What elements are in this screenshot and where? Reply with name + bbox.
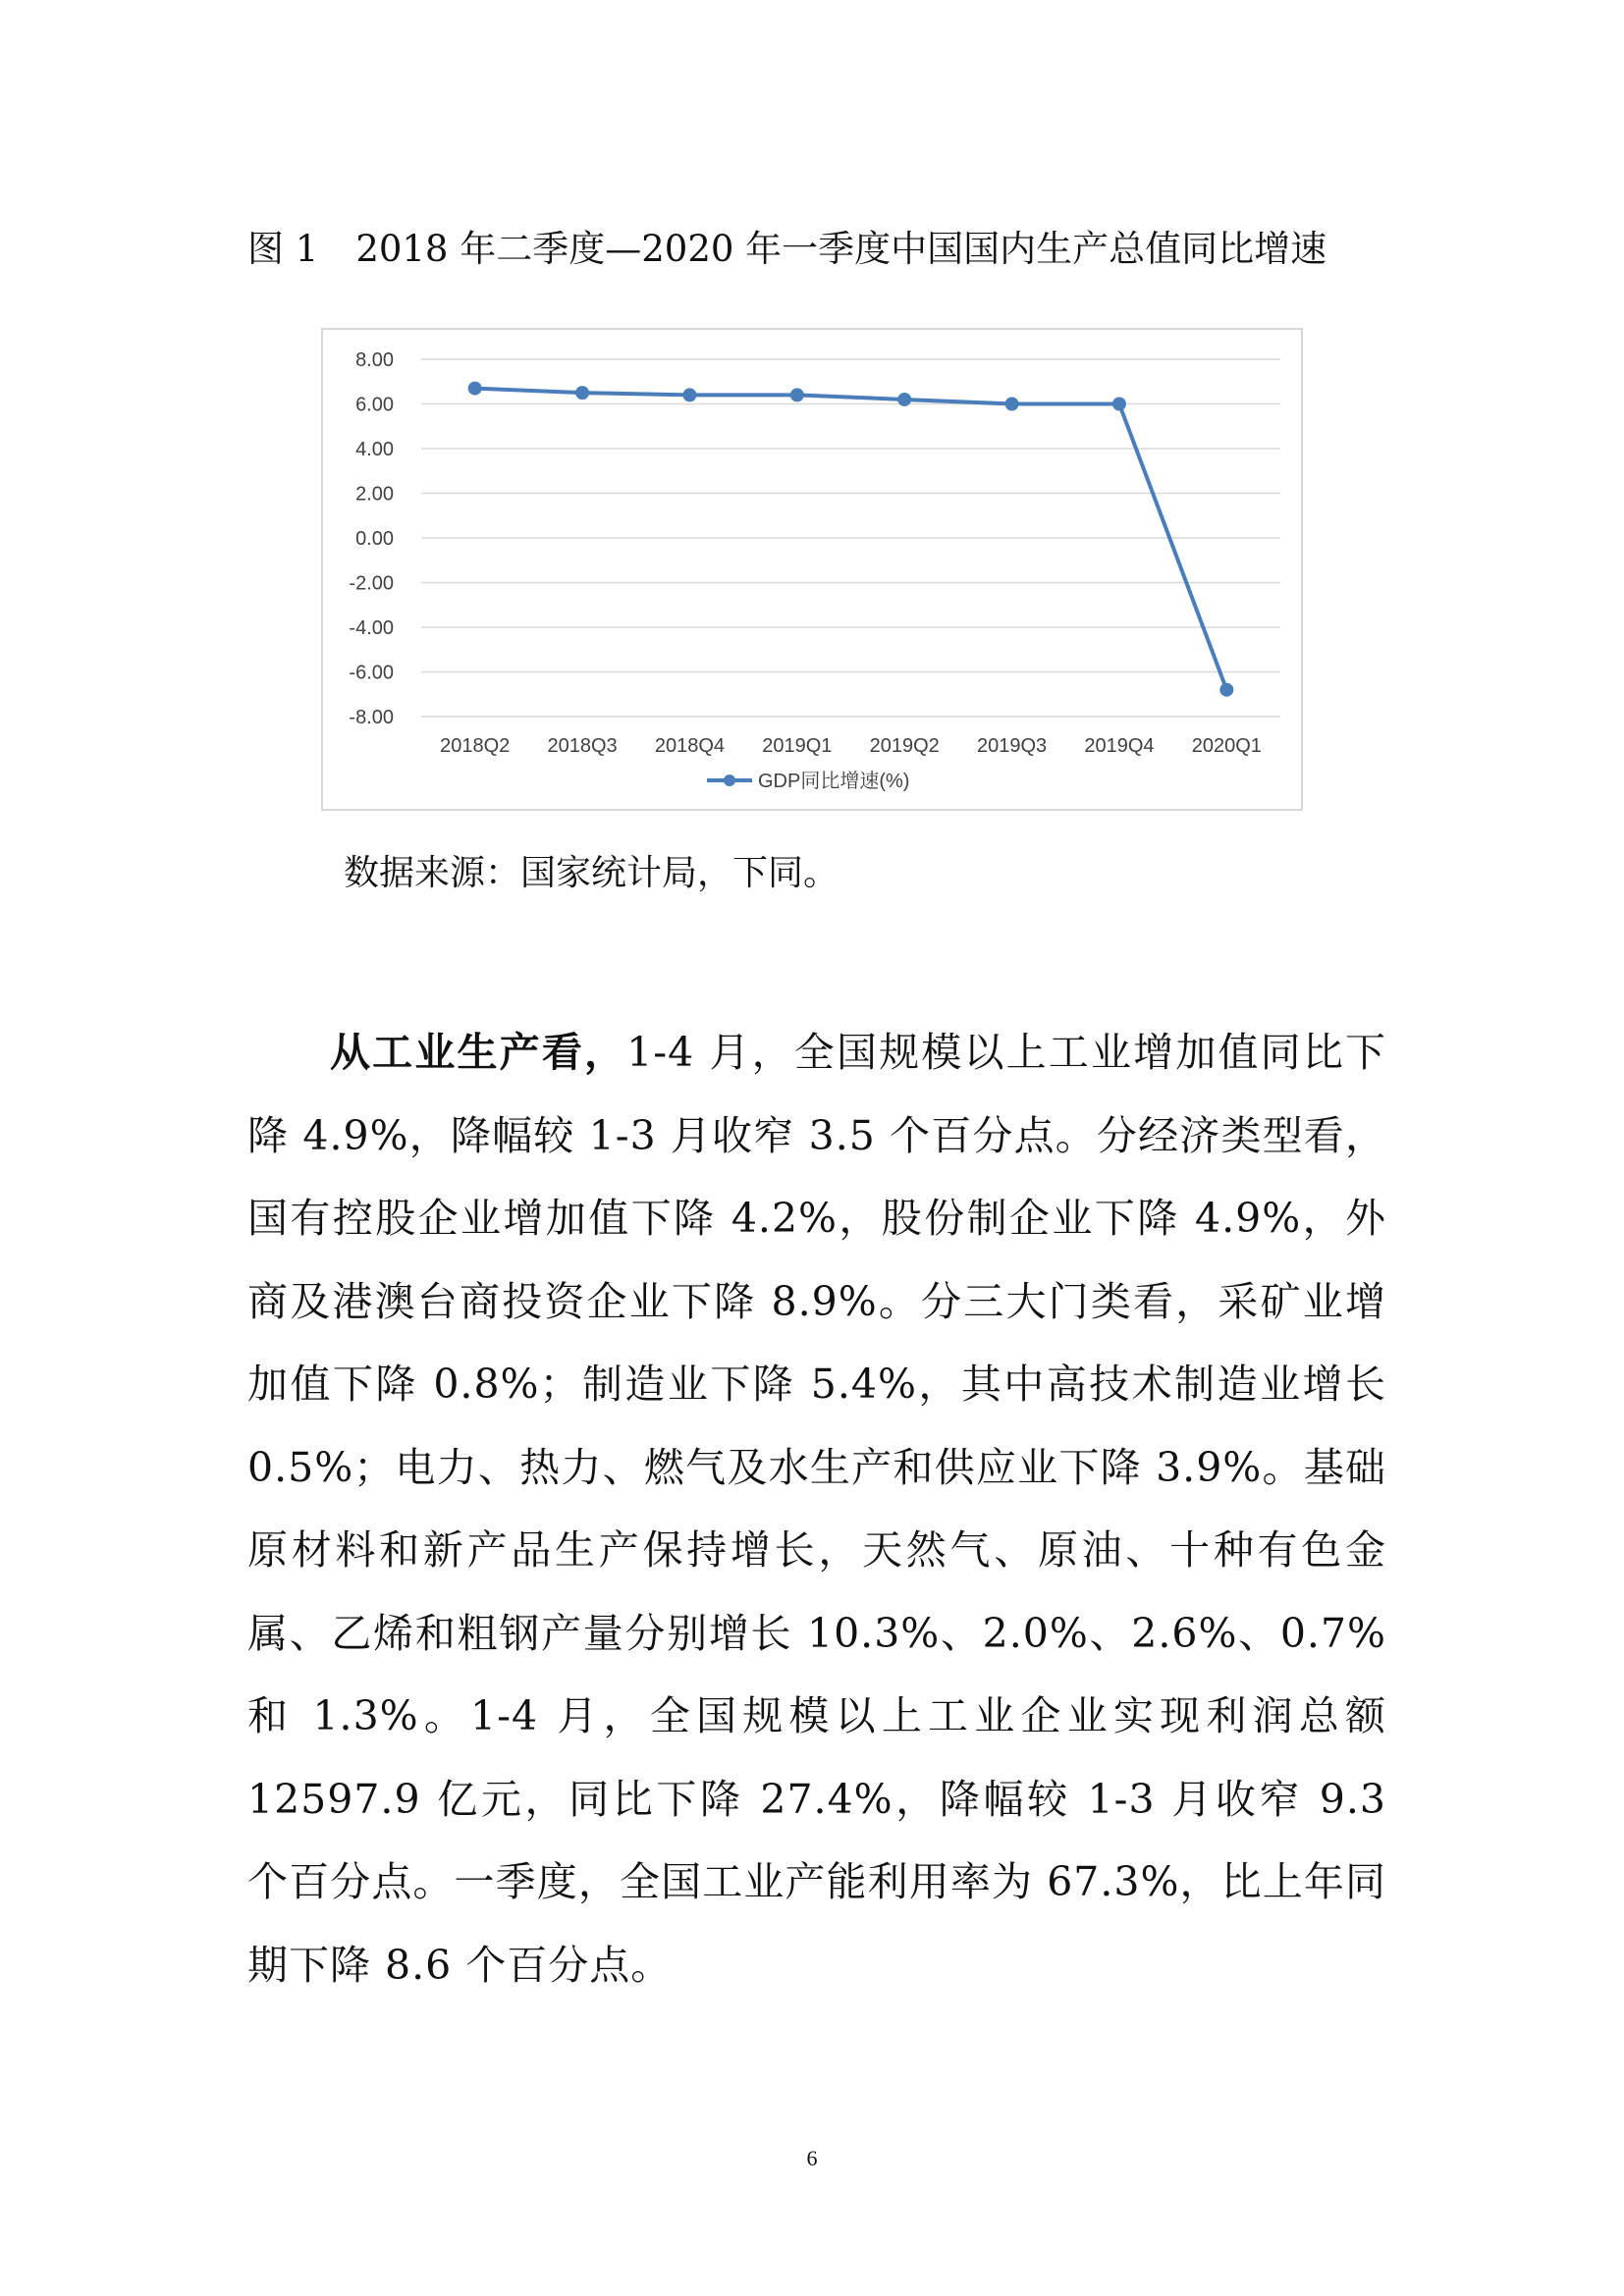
data-point	[575, 386, 589, 400]
x-tick-label: 2019Q4	[1084, 735, 1155, 757]
body-paragraph	[247, 1011, 1386, 2006]
x-tick-label: 2019Q3	[976, 735, 1048, 757]
legend	[707, 770, 909, 792]
x-tick-label: 2018Q2	[440, 735, 511, 757]
series-markers	[468, 382, 1234, 697]
x-tick-label: 2020Q1	[1191, 735, 1262, 757]
data-point	[682, 388, 696, 401]
data-point	[1005, 398, 1019, 411]
gridlines	[421, 359, 1280, 717]
page-number: 6	[806, 2146, 818, 2170]
x-tick-label: 2018Q4	[654, 735, 726, 757]
y-tick-label: -6.00	[349, 662, 394, 684]
y-tick-label: 6.00	[355, 394, 394, 416]
figure-label: 图 1	[247, 228, 319, 270]
chart-canvas	[323, 330, 1301, 809]
source-note: 数据来源：国家统计局，下同。	[344, 853, 839, 893]
legend-label: GDP同比增速(%)	[758, 771, 910, 792]
y-tick-label: -8.00	[349, 707, 394, 728]
y-tick-label: -2.00	[349, 572, 394, 595]
x-tick-label: 2019Q2	[869, 735, 940, 757]
y-tick-label: 8.00	[355, 349, 394, 371]
x-axis-ticks	[440, 735, 1262, 757]
paragraph-text: 1-4 月，全国规模以上工业增加值同比下降 4.9%，降幅较 1-3 月收窄 3.5 个百分点。分经济类型看，国有控股企业增加值下降 4.2%，股份制企业下降 4.9%，外商及港澳台商投资企业下降 8.9%。分三大门类看，采矿业增加值下降 0.8%；制造业下降 5.4%，其中高技术制造业增长 0.5%；电力、热力、燃气及水生产和供应业下降 3.9%。基础原材料和新产品生产保持增长，天然气、原油、十种有色金属、乙烯和粗钢产量分别增长 10.3%、2.0%、2.6%、0.7%和 1.3%。1-4 月，全国规模以上工业企业实现利润总额 12597.9 亿元，同比下降 27.4%，降幅较 1-3 月收窄 9.3 个百分点。一季度，全国工业产能利用率为 67.3%，比上年同期下降 8.6 个百分点。	[247, 1029, 1386, 1989]
gdp-line-chart	[321, 328, 1303, 811]
data-point	[1219, 683, 1233, 697]
figure-title	[247, 220, 1406, 279]
data-point	[790, 388, 804, 401]
legend-marker	[724, 774, 735, 786]
x-tick-label: 2018Q3	[547, 735, 618, 757]
y-axis-ticks	[349, 349, 394, 728]
x-tick-label: 2019Q1	[762, 735, 833, 757]
figure-caption: 2018 年二季度—2020 年一季度中国国内生产总值同比增速	[355, 228, 1327, 270]
paragraph-lead: 从工业生产看，	[330, 1029, 627, 1076]
series-line	[475, 389, 1227, 690]
data-point	[1112, 398, 1126, 411]
data-point	[897, 393, 911, 406]
y-tick-label: 4.00	[355, 439, 394, 460]
data-point	[468, 382, 482, 396]
y-tick-label: -4.00	[349, 617, 394, 639]
y-tick-label: 2.00	[355, 483, 394, 506]
y-tick-label: 0.00	[355, 528, 394, 550]
